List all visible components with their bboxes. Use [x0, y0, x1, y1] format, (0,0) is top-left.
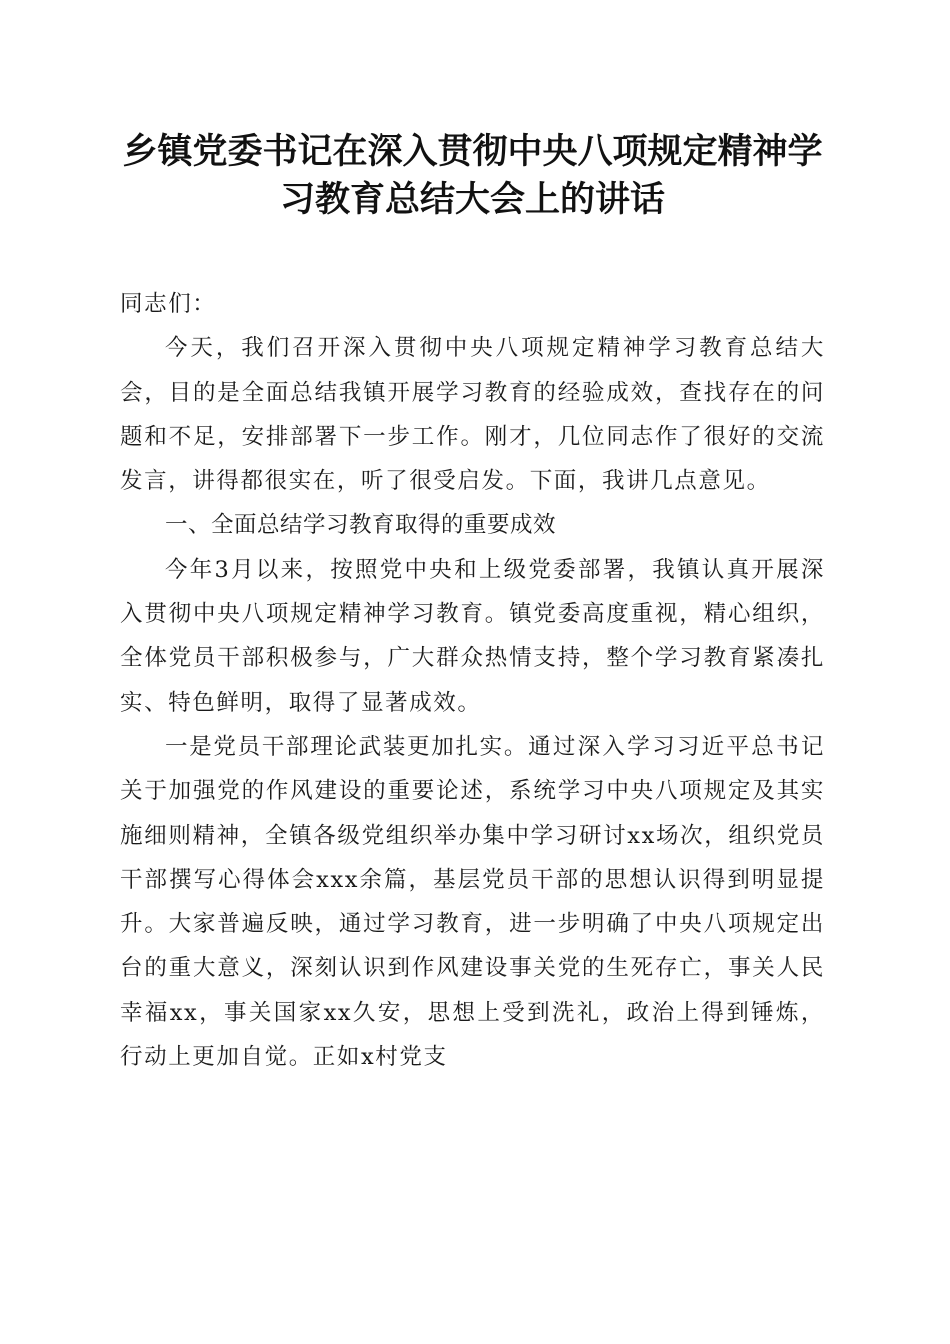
section-1-heading: 一、全面总结学习教育取得的重要成效: [165, 512, 557, 539]
salutation: 同志们：: [120, 291, 217, 317]
intro-paragraph: 今天，我们召开深入贯彻中央八项规定精神学习教育总结大会，目的是全面总结我镇开展学习教育的经验成效，查找存在的问题和不足，安排部署下一步工作。刚才，几位同志作了很好的交流发言，讲得都很实在，听了很受启发。下面，我讲几点意见。: [120, 335, 825, 495]
document-page: [120, 128, 825, 1079]
point-1-text: 通过深入学习习近平总书记关于加强党的作风建设的重要论述，系统学习中央八项规定及其实施细则精神，全镇各级党组织举办集中学习研讨xx场次，组织党员干部撰写心得体会xxx余篇，基层党员干部的思想认识得到明显提升。大家普遍反映，通过学习教育，进一步明确了中央八项规定出台的重大意义，深刻认识到作风建设事关党的生死存亡，事关人民幸福xx，事关国家xx久安，思想上受到洗礼，政治上得到锤炼，行动上更加自觉。正如x村党支: [120, 733, 825, 1071]
point-1-lead: 一是党员干部理论武装更加扎实。: [165, 733, 529, 760]
document-title: 乡镇党委书记在深入贯彻中央八项规定精神学习教育总结大会上的讲话: [122, 132, 823, 220]
point-1-paragraph: [120, 725, 825, 1079]
document-body: [120, 282, 825, 1079]
section-1-paragraph: 今年3月以来，按照党中央和上级党委部署，我镇认真开展深入贯彻中央八项规定精神学习教育。镇党委高度重视，精心组织，全体党员干部积极参与，广大群众热情支持，整个学习教育紧凑扎实、特色鲜明，取得了显著成效。: [120, 556, 825, 716]
